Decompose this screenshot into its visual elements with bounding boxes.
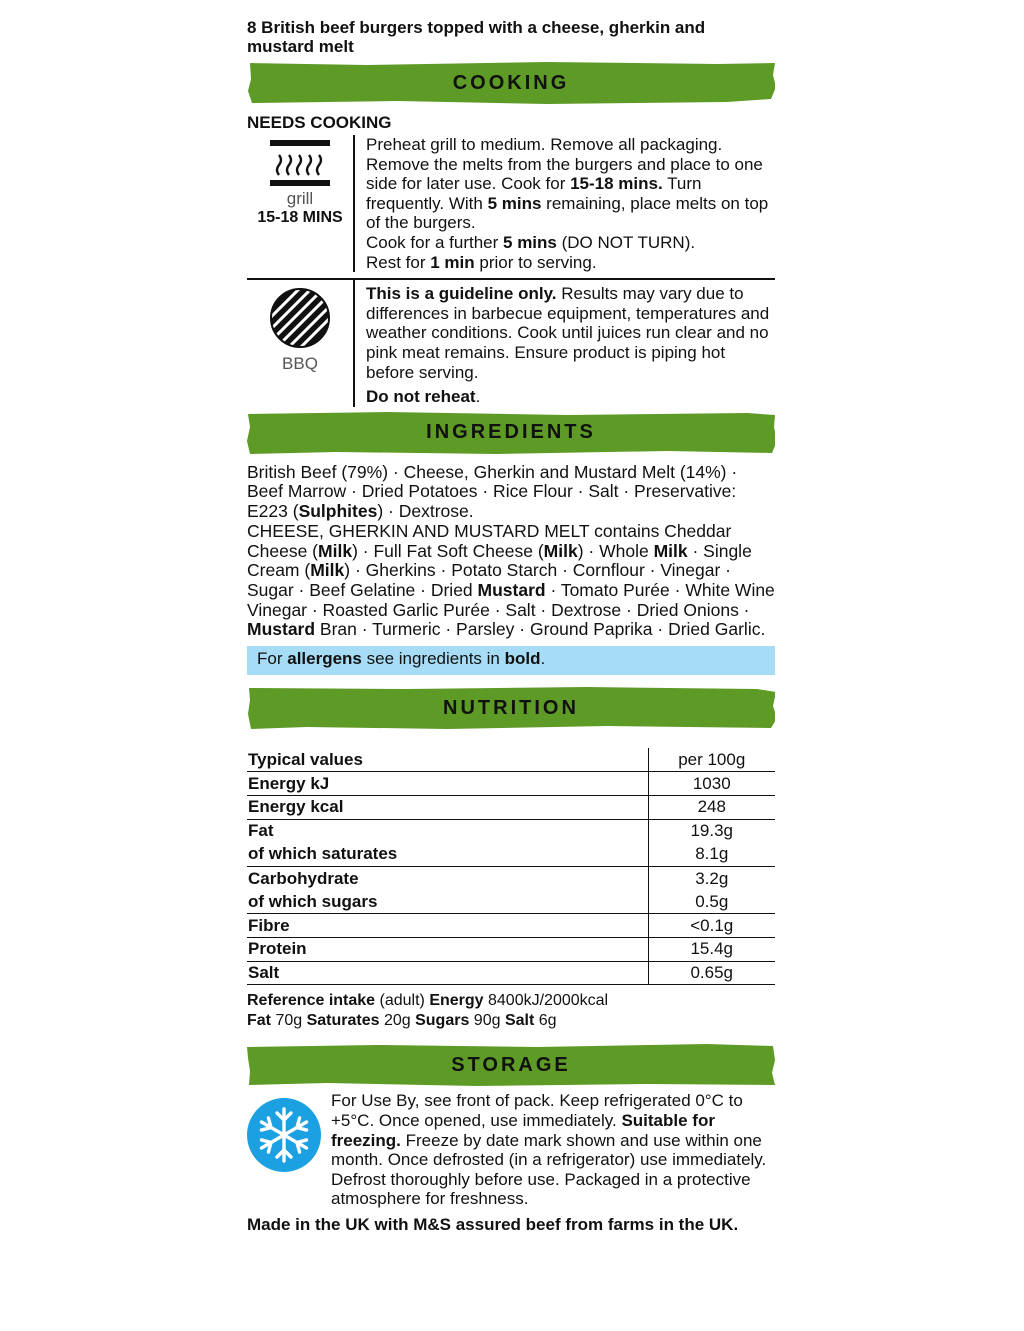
grill-method <box>247 135 353 272</box>
nutrient-value: 8.1g <box>648 843 775 867</box>
nutrition-row <box>247 938 775 962</box>
text-run: Freeze by date mark shown and use within one month. Once defrosted (in a refrigerator) use immediately. Defrost thoroughly before use. Packaged in a protective atmosphere for freshness. <box>331 1130 767 1209</box>
text-run: Turn frequently. With <box>366 174 702 213</box>
nutrition-table <box>247 748 775 985</box>
needs-cooking-label: NEEDS COOKING <box>247 113 392 132</box>
nutrition-banner <box>247 686 775 730</box>
text-run: prior to serving. <box>474 252 597 272</box>
text-run: (DO NOT TURN). <box>556 232 696 252</box>
bold-text: 1 min <box>430 252 475 272</box>
text-run: Preheat grill to medium. Remove all packaging. Remove the melts from the burgers and place to one side for later use. Cook for <box>366 135 763 194</box>
bold-text: Fat <box>247 1011 271 1029</box>
nutrient-value: 19.3g <box>648 819 775 843</box>
text-run: ) · Dextrose. <box>377 501 474 522</box>
text-run: CHEESE, GHERKIN AND MUSTARD MELT contains Cheddar Cheese ( <box>247 520 732 561</box>
nutrient-value: 248 <box>648 795 775 819</box>
bbq-text <box>366 284 775 382</box>
bbq-method <box>247 280 353 407</box>
text-run: Results may vary due to differences in barbecue equipment, temperatures and weather conditions. Cook until juices run clear and no pink meat remains. Ensure product is piping hot before serving. <box>366 284 770 382</box>
bold-text: 5 mins <box>503 232 557 252</box>
storage-instructions <box>247 1091 775 1209</box>
bold-text: Milk <box>653 540 688 561</box>
bold-text: Sugars <box>415 1011 470 1029</box>
nutrition-header-row <box>247 748 775 772</box>
bold-text: Saturates <box>306 1011 380 1029</box>
nutrition-row <box>247 866 775 890</box>
nutrition-row <box>247 843 775 867</box>
bold-text: Milk <box>310 560 345 581</box>
text-run: ) · Full Fat Soft Cheese ( <box>352 540 544 561</box>
product-description: 8 British beef burgers topped with a cheese, gherkin and mustard melt <box>247 18 706 56</box>
ingredients-list <box>247 463 775 640</box>
storage-heading: STORAGE <box>451 1053 571 1076</box>
nutrient-label: Protein <box>247 938 648 962</box>
storage-text <box>331 1091 775 1209</box>
text-run: For <box>257 649 288 669</box>
nutrient-value: 0.65g <box>648 961 775 985</box>
bbq-instructions <box>247 280 775 407</box>
pack-label <box>247 18 775 1234</box>
text-run: Rest for <box>366 252 431 272</box>
text-run: For Use By, see front of pack. Keep refrigerated 0°C to +5°C. Once opened, use immediately. <box>331 1091 743 1131</box>
bold-text: Mustard <box>477 579 546 600</box>
bold-text: allergens <box>287 649 362 669</box>
nutrient-label: of which sugars <box>247 890 648 914</box>
grill-instructions <box>247 135 775 272</box>
text-run: Cook for a further <box>366 232 504 252</box>
nutrient-value: 0.5g <box>648 890 775 914</box>
ingredients-banner <box>247 411 775 455</box>
reference-intake <box>247 991 775 1030</box>
bold-text: Sulphites <box>298 501 378 522</box>
grill-time: 15-18 MINS <box>257 209 343 226</box>
snowflake-icon <box>247 1098 321 1172</box>
nutrient-label: Fibre <box>247 914 648 938</box>
reheat-note <box>366 387 775 407</box>
bbq-label: BBQ <box>282 354 318 374</box>
per-100g-label: per 100g <box>648 748 775 772</box>
text-run: remaining, place melts on top of the burgers. <box>366 193 769 233</box>
nutrient-label: Energy kcal <box>247 795 648 819</box>
nutrient-value: 15.4g <box>648 938 775 962</box>
bold-text: bold <box>504 649 541 669</box>
text-run: 20g <box>379 1011 416 1029</box>
nutrient-label: Carbohydrate <box>248 868 359 888</box>
text-run: British Beef (79%) · Cheese, Gherkin and Mustard Melt (14%) · Beef Marrow · Dried Potatoes · Rice Flour · Salt · Preservative: E223 ( <box>247 461 738 522</box>
nutrient-label: Energy kJ <box>247 772 648 796</box>
grill-icon <box>269 137 331 189</box>
bold-text: Suitable for freezing. <box>331 1111 715 1150</box>
made-in-statement: Made in the UK with M&S assured beef from farms in the UK. <box>247 1214 739 1234</box>
text-run: 6g <box>534 1011 557 1029</box>
text-run: · Single Cream ( <box>247 540 752 581</box>
bold-text: 5 mins <box>487 193 542 213</box>
grill-text <box>355 135 775 272</box>
bold-text: Mustard <box>247 619 316 640</box>
reheat-bold: Do not reheat <box>366 387 476 407</box>
nutrient-value: 1030 <box>648 772 775 796</box>
nutrition-row <box>247 961 775 985</box>
nutrient-label: Salt <box>247 961 648 985</box>
cooking-banner <box>247 61 775 105</box>
text-run: . <box>540 649 546 669</box>
text-run: ) · Gherkins · Potato Starch · Cornflour · Vinegar · Sugar · Beef Gelatine · Dried <box>247 560 732 600</box>
snowflake-container <box>247 1095 331 1209</box>
text-run: · Tomato Purée · White Wine Vinegar · Roasted Garlic Purée · Salt · Dextrose · Dried Onions · <box>247 579 775 620</box>
nutrition-row <box>247 795 775 819</box>
text-run: 8400kJ/2000kcal <box>483 992 609 1010</box>
text-run: (adult) <box>375 992 430 1010</box>
text-run: 70g <box>271 1011 307 1029</box>
text-run: Bran · Turmeric · Parsley · Ground Paprika · Dried Garlic. <box>315 619 766 640</box>
bold-text: Milk <box>318 540 353 561</box>
nutrient-value: <0.1g <box>648 914 775 938</box>
text-run: ) · Whole <box>577 540 654 561</box>
cooking-heading: COOKING <box>452 71 570 94</box>
nutrient-label: of which saturates <box>247 843 648 867</box>
nutrition-row <box>247 819 775 843</box>
bbq-text-block <box>355 280 775 407</box>
grill-label: grill <box>286 189 314 208</box>
bold-text: This is a guideline only. <box>366 284 557 304</box>
storage-banner <box>247 1043 775 1087</box>
nutrient-label: Fat <box>248 821 274 841</box>
nutrition-row <box>247 772 775 796</box>
nutrition-heading: NUTRITION <box>443 696 579 719</box>
allergen-note <box>247 646 775 675</box>
bold-text: Energy <box>429 992 484 1010</box>
typical-values-label: Typical values <box>247 748 648 772</box>
nutrition-row <box>247 890 775 914</box>
text-run: 90g <box>469 1011 505 1029</box>
reheat-end: . <box>475 387 481 407</box>
bbq-icon <box>270 288 330 348</box>
nutrient-value: 3.2g <box>648 866 775 890</box>
bold-text: Milk <box>543 540 578 561</box>
bold-text: Reference intake <box>247 992 376 1010</box>
ingredients-heading: INGREDIENTS <box>426 421 596 444</box>
nutrition-row <box>247 914 775 938</box>
bold-text: Salt <box>504 1011 535 1029</box>
bold-text: 15-18 mins. <box>570 174 663 194</box>
text-run: see ingredients in <box>361 649 505 669</box>
